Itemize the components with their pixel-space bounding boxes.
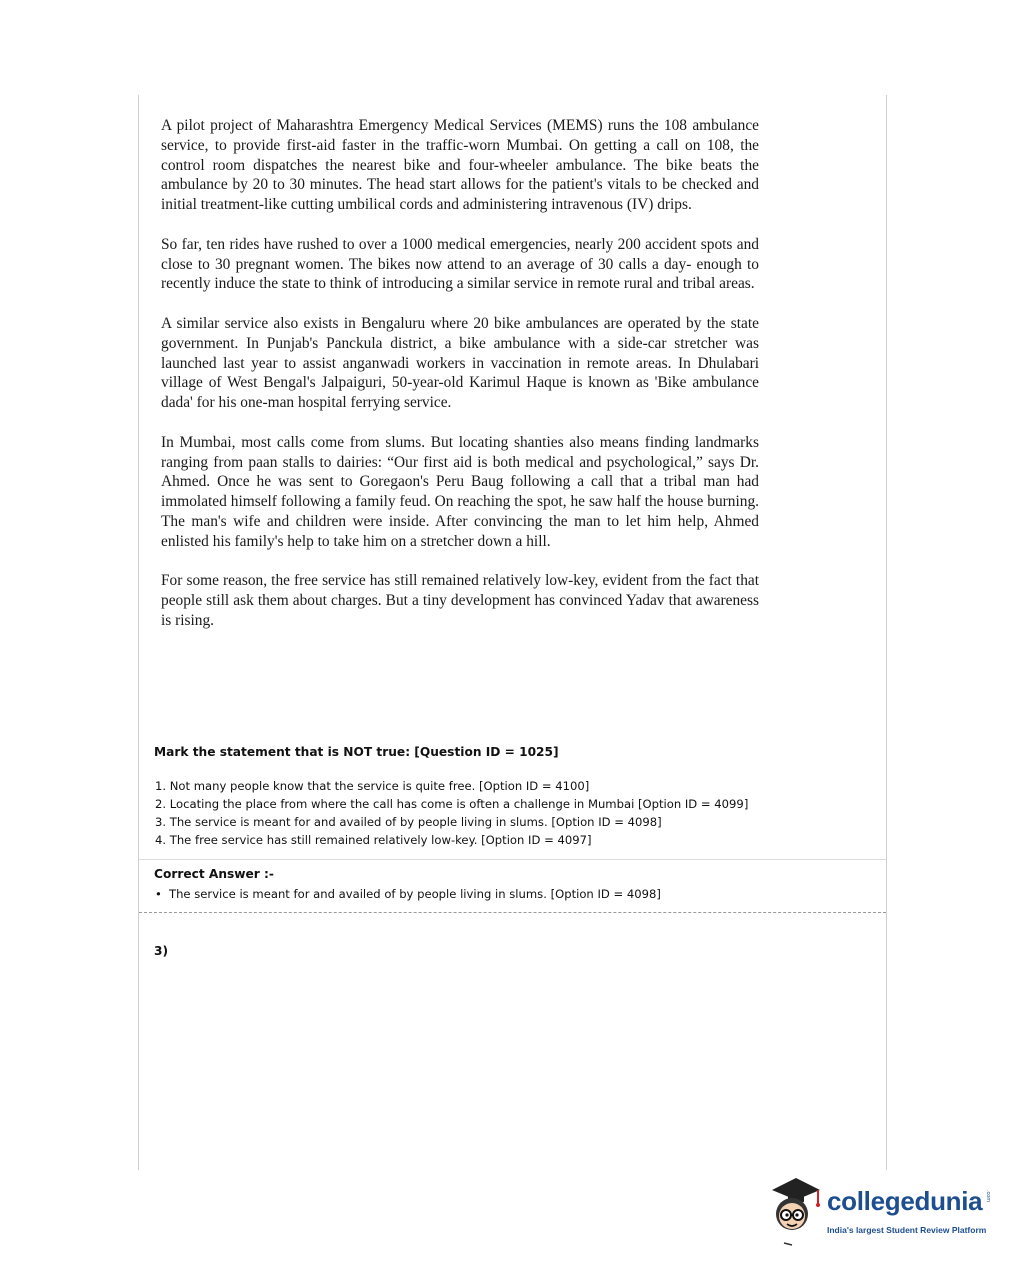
- brand-dotcom: .com: [985, 1190, 991, 1202]
- option-item[interactable]: 3. The service is meant for and availed of by people living in slums. [Option ID = 4098]: [155, 815, 662, 829]
- section-divider: [139, 859, 886, 860]
- option-item[interactable]: 1. Not many people know that the service is quite free. [Option ID = 4100]: [155, 779, 590, 793]
- correct-answer-item: [155, 887, 661, 901]
- page-border-left: [138, 95, 139, 1170]
- bullet-icon: •: [155, 887, 162, 901]
- next-question-number: 3): [154, 944, 169, 958]
- correct-answer-heading: Correct Answer :-: [154, 867, 274, 881]
- brand-tagline: India's largest Student Review Platform: [827, 1225, 987, 1235]
- collegedunia-logo: [766, 1176, 996, 1248]
- mascot-icon: [766, 1176, 824, 1246]
- question-divider: [139, 912, 886, 913]
- passage-paragraph: In Mumbai, most calls come from slums. But locating shanties also means finding landmarks ranging from paan stalls to dairies: “Our first aid is both medical and psychological,” says Dr. Ahmed. Once he was sent to Goregaon's Peru Baug following a call that a tribal man had immolated himself following a family feud. On reaching the spot, he saw half the house burning. The man's wife and children were inside. After convincing the man to let him help, Ahmed enlisted his family's help to take him on a stretcher down a hill.: [161, 433, 759, 550]
- page-border-right: [886, 95, 887, 1170]
- correct-answer-text: The service is meant for and availed of by people living in slums. [Option ID = 4098]: [169, 887, 661, 901]
- passage-paragraph: A pilot project of Maharashtra Emergency Medical Services (MEMS) runs the 108 ambulance service, to provide first-aid faster in the traffic-worn Mumbai. On getting a call on 108, the control room dispatches the nearest bike and four-wheeler ambulance. The bike beats the ambulance by 20 to 30 minutes. The head start allows for the patient's vitals to be checked and initial treatment-like cutting umbilical cords and administering intravenous (IV) drips.: [161, 117, 759, 214]
- passage-paragraph: A similar service also exists in Bengaluru where 20 bike ambulances are operated by the state government. In Punjab's Panckula district, a bike ambulance with a side-car stretcher was launched last year to assist anganwadi workers in vaccination in remote areas. In Dhulabari village of West Bengal's Jalpaiguri, 50-year-old Karimul Haque is known as 'Bike ambulance dada' for his one-man hospital ferrying service.: [161, 314, 759, 412]
- brand-name: collegedunia: [827, 1186, 983, 1216]
- option-item[interactable]: 2. Locating the place from where the call has come is often a challenge in Mumbai [Option ID = 4099]: [155, 797, 749, 811]
- passage-paragraph: For some reason, the free service has still remained relatively low-key, evident from the fact that people still ask them about charges. But a tiny development has convinced Yadav that awareness is rising.: [161, 572, 759, 629]
- passage-paragraph: So far, ten rides have rushed to over a 1000 medical emergencies, nearly 200 accident spots and close to 30 pregnant women. The bikes now attend to an average of 30 calls a day- enough to recently induce the state to think of introducing a similar service in remote rural and tribal areas.: [161, 235, 759, 293]
- options-list: [155, 777, 875, 849]
- option-item[interactable]: 4. The free service has still remained relatively low-key. [Option ID = 4097]: [155, 833, 592, 847]
- question-text: Mark the statement that is NOT true: [Question ID = 1025]: [154, 745, 559, 759]
- reading-passage: [161, 116, 759, 651]
